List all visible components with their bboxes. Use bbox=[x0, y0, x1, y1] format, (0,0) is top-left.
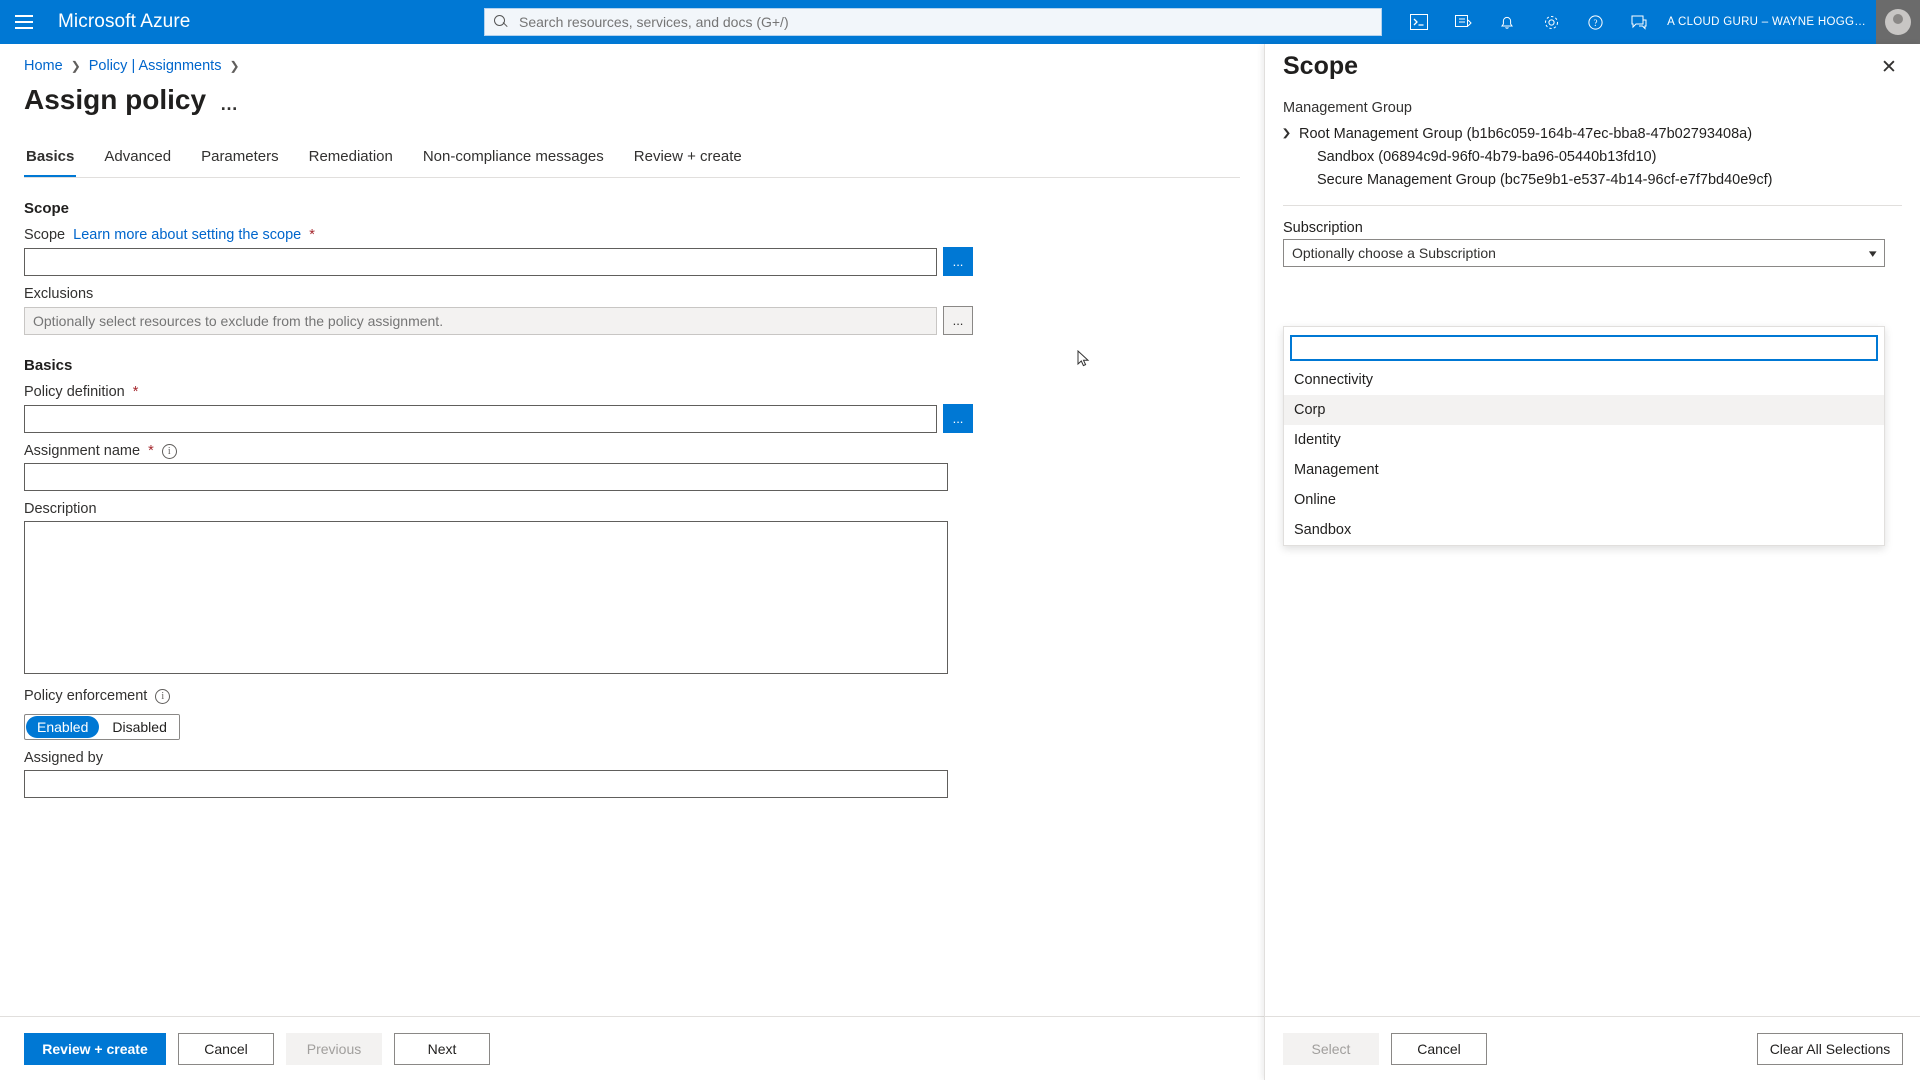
tab-review-create[interactable]: Review + create bbox=[633, 148, 742, 165]
breadcrumb-policy-assignments[interactable]: Policy | Assignments bbox=[88, 58, 222, 74]
info-icon[interactable]: i bbox=[162, 444, 177, 459]
description-textarea[interactable] bbox=[24, 521, 948, 674]
dropdown-filter-input[interactable] bbox=[1290, 335, 1878, 361]
dropdown-filter-row bbox=[1284, 327, 1884, 365]
scope-panel bbox=[1264, 44, 1920, 1080]
scope-panel-body bbox=[1265, 100, 1920, 538]
dropdown-option-corp[interactable]: Corp bbox=[1284, 395, 1884, 425]
policy-enforcement-toggle[interactable] bbox=[24, 714, 180, 740]
exclusions-field-label bbox=[24, 286, 1264, 302]
chevron-down-icon[interactable]: ❯ bbox=[1281, 128, 1292, 139]
breadcrumb-home[interactable]: Home bbox=[24, 58, 63, 74]
enforcement-disabled-option[interactable]: Disabled bbox=[100, 715, 178, 739]
top-bar-icons bbox=[1397, 0, 1920, 44]
settings-icon[interactable] bbox=[1529, 0, 1573, 44]
scope-label-text: Scope bbox=[24, 227, 66, 243]
policy-definition-input[interactable] bbox=[24, 405, 937, 433]
policy-enforcement-field-label bbox=[24, 688, 1264, 704]
required-marker: * bbox=[148, 443, 154, 459]
policy-definition-label-text: Policy definition bbox=[24, 384, 125, 400]
page-title-row bbox=[0, 74, 1264, 116]
search-icon bbox=[493, 14, 509, 30]
menu-icon[interactable] bbox=[0, 0, 48, 44]
chevron-down-icon[interactable]: ▾ bbox=[1869, 247, 1878, 260]
subscription-dropdown bbox=[1283, 326, 1885, 546]
tree-item-label: Root Management Group (b1b6c059-164b-47ec-bba8-47b02793408a) bbox=[1299, 125, 1753, 142]
dropdown-option-online[interactable]: Online bbox=[1294, 492, 1336, 508]
assignment-name-label-text: Assignment name bbox=[24, 443, 141, 459]
account-label[interactable]: A CLOUD GURU – WAYNE HOGG… bbox=[1667, 16, 1866, 28]
description-label-text: Description bbox=[24, 501, 97, 517]
management-group-tree bbox=[1283, 122, 1920, 191]
close-icon[interactable]: ✕ bbox=[1881, 56, 1897, 78]
dropdown-option-management[interactable]: Management bbox=[1294, 462, 1379, 478]
wizard-tabs bbox=[24, 142, 1240, 178]
policy-enforcement-label-text: Policy enforcement bbox=[24, 688, 148, 704]
more-options-button[interactable]: … bbox=[220, 94, 239, 114]
scope-panel-title: Scope bbox=[1283, 52, 1359, 80]
global-search[interactable] bbox=[484, 8, 1382, 36]
select-button: Select bbox=[1283, 1033, 1379, 1065]
scope-panel-footer bbox=[1265, 1016, 1920, 1080]
management-group-label: Management Group bbox=[1283, 100, 1412, 116]
assignment-name-input-row bbox=[24, 463, 1264, 491]
tab-advanced[interactable]: Advanced bbox=[104, 148, 172, 165]
clear-all-selections-button[interactable]: Clear All Selections bbox=[1757, 1033, 1903, 1065]
enforcement-enabled-option[interactable]: Enabled bbox=[26, 716, 99, 738]
tree-item-sandbox[interactable] bbox=[1283, 145, 1920, 168]
policy-definition-field-label bbox=[24, 384, 1264, 400]
exclusions-input-row bbox=[24, 306, 1264, 335]
policy-definition-browse-button[interactable]: ... bbox=[943, 404, 973, 433]
cloud-shell-icon[interactable] bbox=[1397, 0, 1441, 44]
review-create-button[interactable]: Review + create bbox=[24, 1033, 166, 1065]
panel-divider bbox=[1283, 205, 1902, 206]
exclusions-input[interactable] bbox=[24, 307, 937, 335]
assign-policy-form-pane bbox=[0, 44, 1264, 1080]
tab-remediation[interactable]: Remediation bbox=[308, 148, 393, 165]
form-footer-bar bbox=[0, 1016, 1264, 1080]
tab-basics[interactable]: Basics bbox=[24, 142, 76, 177]
assigned-by-input[interactable] bbox=[24, 770, 948, 798]
assigned-by-field-label bbox=[24, 750, 1264, 766]
dropdown-option-identity[interactable]: Identity bbox=[1294, 432, 1341, 448]
directories-subscriptions-icon[interactable] bbox=[1441, 0, 1485, 44]
scope-section-heading: Scope bbox=[24, 200, 70, 217]
policy-definition-input-row bbox=[24, 404, 1264, 433]
subscription-select-value: Optionally choose a Subscription bbox=[1292, 245, 1496, 261]
assignment-name-field-label bbox=[24, 443, 1264, 459]
required-marker: * bbox=[309, 227, 315, 243]
tree-item-label: Secure Management Group (bc75e9b1-e537-4b14-96cf-e7f7bd40e9cf) bbox=[1317, 171, 1773, 188]
dropdown-option-connectivity[interactable]: Connectivity bbox=[1294, 372, 1373, 388]
scope-field-label bbox=[24, 227, 1264, 243]
assignment-name-input[interactable] bbox=[24, 463, 948, 491]
tree-item-secure-management-group[interactable] bbox=[1283, 168, 1920, 191]
breadcrumb-separator-icon: ❯ bbox=[70, 59, 81, 73]
feedback-icon[interactable] bbox=[1617, 0, 1661, 44]
info-icon[interactable]: i bbox=[155, 689, 170, 704]
tab-non-compliance-messages[interactable]: Non-compliance messages bbox=[422, 148, 604, 165]
notifications-icon[interactable] bbox=[1485, 0, 1529, 44]
breadcrumb bbox=[0, 44, 1264, 74]
search-input[interactable] bbox=[517, 13, 1373, 31]
tree-item-root-management-group[interactable] bbox=[1283, 122, 1920, 145]
description-field-label bbox=[24, 501, 1264, 517]
exclusions-label-text: Exclusions bbox=[24, 286, 94, 302]
azure-brand-label[interactable]: Microsoft Azure bbox=[58, 11, 191, 32]
dropdown-option-sandbox[interactable]: Sandbox bbox=[1294, 522, 1352, 538]
help-icon[interactable] bbox=[1573, 0, 1617, 44]
avatar[interactable] bbox=[1876, 0, 1920, 44]
scope-browse-button[interactable]: ... bbox=[943, 247, 973, 276]
basics-section-heading: Basics bbox=[24, 357, 73, 374]
assigned-by-label-text: Assigned by bbox=[24, 750, 103, 766]
assigned-by-input-row bbox=[24, 770, 1264, 798]
scope-learn-more-link[interactable]: Learn more about setting the scope bbox=[73, 227, 302, 243]
top-navigation-bar bbox=[0, 0, 1920, 44]
svg-text:?: ? bbox=[1593, 17, 1598, 28]
tree-item-label: Sandbox (06894c9d-96f0-4b79-ba96-05440b13fd10) bbox=[1317, 148, 1657, 165]
panel-cancel-button[interactable]: Cancel bbox=[1391, 1033, 1487, 1065]
scope-input[interactable] bbox=[24, 248, 937, 276]
exclusions-browse-button[interactable]: ... bbox=[943, 306, 973, 335]
subscription-select[interactable] bbox=[1283, 239, 1885, 267]
previous-button: Previous bbox=[286, 1033, 382, 1065]
required-marker: * bbox=[132, 384, 139, 400]
scope-input-row bbox=[24, 247, 1264, 276]
subscription-label: Subscription bbox=[1283, 220, 1363, 236]
cancel-button[interactable]: Cancel bbox=[178, 1033, 274, 1065]
page-title: Assign policy bbox=[24, 84, 207, 115]
breadcrumb-separator-icon: ❯ bbox=[229, 59, 240, 73]
tab-parameters[interactable]: Parameters bbox=[201, 148, 279, 165]
next-button[interactable]: Next bbox=[394, 1033, 490, 1065]
